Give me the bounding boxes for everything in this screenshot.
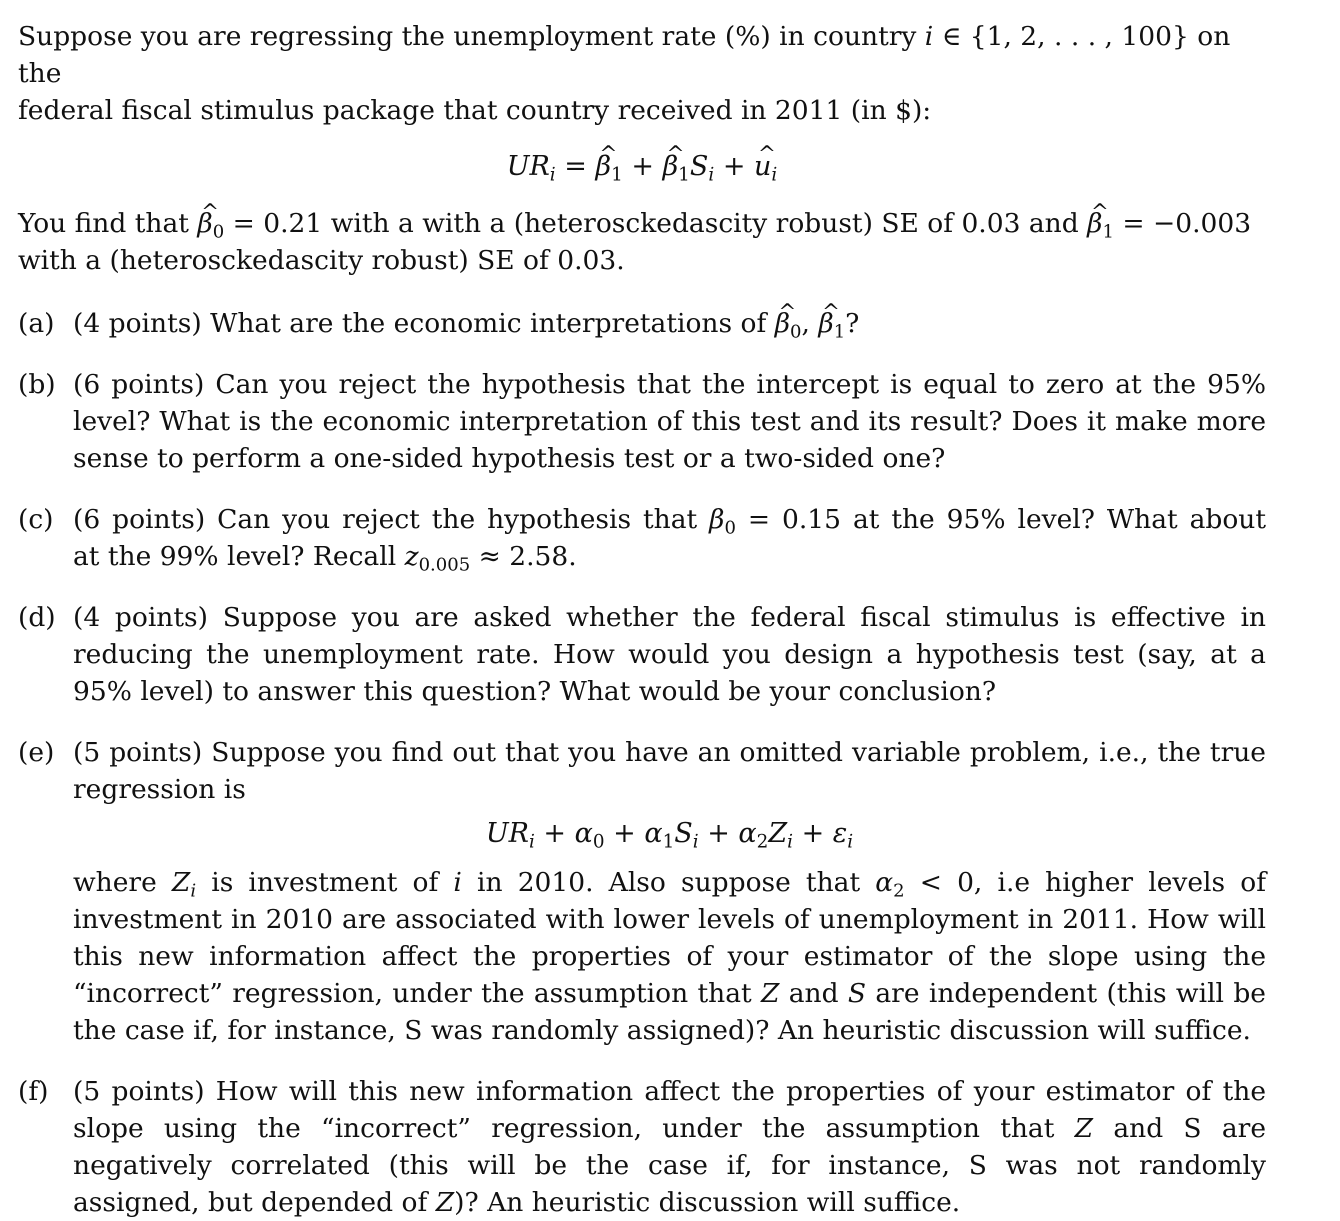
question-d-points: (4 points) — [73, 602, 208, 633]
question-b-text: Can you reject the hypothesis that the intercept is equal to zero at the 95% level? What is the economic interpretation of this test and its result? Does it make more sense to perform a one-sided hypothesis test or a two-sided one? — [73, 369, 1267, 474]
question-f: (f) (5 points) How will this new information affect the properties of your estimator of the slope using the “incorrect” regression, under the assumption that Z and S are negatively correlated (this will be the case if, for instance, S was not randomly assigned, but depended of Z)? An heuristic discussion will suffice. — [18, 1073, 1266, 1221]
question-a-points: (4 points) — [73, 308, 202, 339]
intro-line-2: federal fiscal stimulus package that country received in 2011 (in $): — [18, 95, 932, 126]
question-c-points: (6 points) — [73, 504, 206, 535]
question-a-label: (a) — [18, 308, 55, 339]
question-d-label: (d) — [18, 602, 56, 633]
question-d — [18, 599, 1266, 710]
question-d-text: Suppose you are asked whether the federal fiscal stimulus is effective in reducing the unemployment rate. How would you design a hypothesis test (say, at a 95% level) to answer this question? What would be your conclusion? — [73, 602, 1266, 707]
question-b-label: (b) — [18, 369, 56, 400]
question-b — [18, 366, 1266, 477]
question-c-label: (c) — [18, 504, 54, 535]
question-f-points: (5 points) — [73, 1076, 205, 1107]
question-f-label: (f) — [18, 1076, 49, 1107]
question-e-text: Suppose you find out that you have an omitted variable problem, i.e., the true regression is — [73, 737, 1266, 805]
regression-equation: $UR_i$ = ^ $\beta_1$ + ^ $\beta_1S_i$ + ^ $u_i$ — [18, 147, 1266, 187]
question-c: (c) (6 points) Can you reject the hypothesis that $\beta_0 = 0.15$ at the 95% level? What about at the 99% level? Recall $z_{0.005} \approx 2.58$. — [18, 501, 1266, 575]
question-e-points: (5 points) — [73, 737, 203, 768]
question-e-label: (e) — [18, 737, 55, 768]
question-e-continuation: where $Z_i$ is investment of i in 2010. Also suppose that $\alpha_2 < 0$, i.e higher levels of investment in 2010 are associated with lower levels of unemployment in 2011. How will this new information affect the properties of your estimator of the slope using the “incorrect” regression, under the assumption that Z and S are independent (this will be the case if, for instance, S was randomly assigned)? An heuristic discussion will suffice. — [73, 867, 1267, 1046]
findings-line-2: with a (heterosckedascity robust) SE of 0.03. — [18, 245, 625, 276]
intro-line-1: Suppose you are regressing the unemployment rate (%) in country i ∈ {1, 2, . . . , 100} on the — [18, 21, 1231, 89]
true-regression-equation: $UR_i + \alpha_0 + \alpha_1S_i + \alpha_2Z_i + \varepsilon_i$ — [485, 818, 854, 853]
findings-line-1: You find that ^ $\beta_0 = 0.21$ with a with a (heterosckedascity robust) SE of 0.03 and ^ $\beta_1 = -0.003$ — [18, 205, 1266, 242]
question-a: (a) (4 points) What are the economic interpretations of ^ $\beta_0$, ^ $\beta_1$? — [18, 305, 1266, 342]
question-e — [18, 734, 1266, 1049]
question-b-points: (6 points) — [73, 369, 205, 400]
